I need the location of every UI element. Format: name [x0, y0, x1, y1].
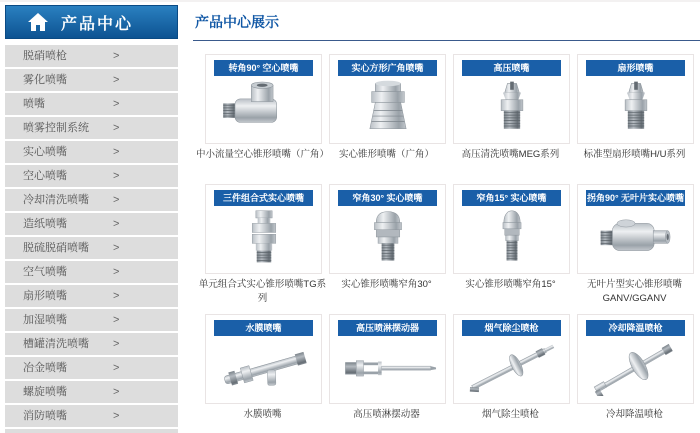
product-cell-5: [329, 184, 446, 312]
product-cell-10: [453, 314, 570, 433]
tip-nozzle-image: [454, 76, 569, 138]
product-badge: 拐角90° 无叶片实心喷嘴: [586, 190, 685, 206]
chevron-right-icon: >: [113, 290, 120, 302]
chevron-right-icon: >: [113, 98, 120, 110]
sidebar-item-14[interactable]: [5, 381, 178, 403]
chevron-right-icon: >: [113, 386, 120, 398]
product-card-4[interactable]: [205, 184, 322, 274]
cooling-lance-image: [578, 336, 693, 398]
water-film-lance-image: [206, 336, 321, 398]
sidebar-item-6[interactable]: [5, 189, 178, 211]
product-badge: 高压喷嘴: [462, 60, 561, 76]
sidebar-item-label: 实心喷嘴: [23, 146, 67, 158]
chevron-right-icon: >: [113, 170, 120, 182]
chevron-right-icon: >: [113, 146, 120, 158]
cone-nozzle-image: [330, 76, 445, 138]
product-card-1[interactable]: [329, 54, 446, 144]
sidebar-item-label: 雾化喷嘴: [23, 74, 67, 86]
product-caption[interactable]: 高压喷淋摆动器: [353, 409, 420, 420]
sidebar-item-12[interactable]: [5, 333, 178, 355]
product-cell-4: [198, 184, 327, 312]
tee-nozzle-image: [578, 206, 693, 268]
sidebar-item-15[interactable]: [5, 405, 178, 427]
product-badge: 三件组合式实心喷嘴: [214, 190, 313, 206]
dust-removal-lance-image: [454, 336, 569, 398]
product-card-8[interactable]: [205, 314, 322, 404]
sidebar-item-11[interactable]: [5, 309, 178, 331]
sidebar-item-label: 喷嘴: [23, 98, 45, 110]
chevron-right-icon: >: [113, 338, 120, 350]
product-caption[interactable]: 单元组合式实心锥形喷嘴TG系列: [198, 279, 327, 304]
product-card-0[interactable]: [205, 54, 322, 144]
sidebar-item-2[interactable]: [5, 93, 178, 115]
product-cell-2: [453, 54, 570, 182]
sidebar-item-4[interactable]: [5, 141, 178, 163]
sidebar-item-1[interactable]: [5, 69, 178, 91]
sidebar-item-0[interactable]: [5, 45, 178, 67]
product-caption[interactable]: 烟气除尘喷枪: [481, 409, 539, 420]
dome-nozzle-image: [330, 206, 445, 268]
product-badge: 窄角15° 实心喷嘴: [462, 190, 561, 206]
product-cell-6: [453, 184, 570, 312]
oscillator-lance-image: [330, 336, 445, 398]
product-badge: 转角90° 空心喷嘴: [214, 60, 313, 76]
sidebar-item-label: 脱硝喷枪: [23, 50, 67, 62]
sidebar-item-label: 槽罐清洗喷嘴: [23, 338, 89, 350]
product-cell-1: [329, 54, 446, 182]
product-card-10[interactable]: [453, 314, 570, 404]
sidebar-item-8[interactable]: [5, 237, 178, 259]
product-caption[interactable]: 高压清洗喷嘴MEG系列: [461, 149, 560, 160]
product-badge: 烟气除尘喷枪: [462, 320, 561, 336]
sidebar-item-9[interactable]: [5, 261, 178, 283]
sidebar-item-label: 螺旋喷嘴: [23, 386, 67, 398]
sidebar-item-label: 加湿喷嘴: [23, 314, 67, 326]
sidebar-item-3[interactable]: [5, 117, 178, 139]
product-cell-7: [577, 184, 694, 312]
product-caption[interactable]: 实心锥形喷嘴（广角）: [338, 149, 434, 160]
chevron-right-icon: >: [113, 74, 120, 86]
sidebar-header: [5, 5, 178, 39]
sidebar-item-label: 消防喷嘴: [23, 410, 67, 422]
sidebar: [5, 5, 178, 433]
elbow-nozzle-image: [206, 76, 321, 138]
chevron-right-icon: >: [113, 314, 120, 326]
product-card-2[interactable]: [453, 54, 570, 144]
product-caption[interactable]: 冷却降温喷枪: [605, 409, 663, 420]
sidebar-item-label: 脱硫脱硝喷嘴: [23, 242, 89, 254]
product-badge: 实心方形广角喷嘴: [338, 60, 437, 76]
chevron-right-icon: >: [113, 266, 120, 278]
sidebar-item-label: 扇形喷嘴: [23, 290, 67, 302]
product-card-7[interactable]: [577, 184, 694, 274]
product-badge: 扇形喷嘴: [586, 60, 685, 76]
product-caption[interactable]: 中小流量空心锥形喷嘴（广角）: [196, 149, 330, 160]
product-caption[interactable]: 实心锥形喷嘴窄角15°: [465, 279, 556, 290]
product-card-11[interactable]: [577, 314, 694, 404]
product-badge: 冷却降温喷枪: [586, 320, 685, 336]
chevron-right-icon: >: [113, 242, 120, 254]
page-title: 产品中心展示: [193, 0, 700, 41]
fan-nozzle-image: [578, 76, 693, 138]
product-grid: [196, 54, 700, 433]
product-card-9[interactable]: [329, 314, 446, 404]
product-cell-3: [577, 54, 694, 182]
product-badge: 窄角30° 实心喷嘴: [338, 190, 437, 206]
sidebar-item-label: 喷雾控制系统: [23, 122, 89, 134]
product-cell-9: [329, 314, 446, 433]
sidebar-item-label: 冶金喷嘴: [23, 362, 67, 374]
sidebar-item-10[interactable]: [5, 285, 178, 307]
product-card-3[interactable]: [577, 54, 694, 144]
product-caption[interactable]: 实心锥形喷嘴窄角30°: [341, 279, 432, 290]
chevron-right-icon: >: [113, 362, 120, 374]
home-icon: [28, 13, 48, 31]
product-caption[interactable]: 无叶片型实心锥形喷嘴GANV/GGANV: [586, 279, 682, 304]
chevron-right-icon: >: [113, 218, 120, 230]
sidebar-item-7[interactable]: [5, 213, 178, 235]
product-caption[interactable]: 水膜喷嘴: [243, 409, 282, 420]
sidebar-item-label: 空心喷嘴: [23, 170, 67, 182]
sidebar-item-partial[interactable]: [5, 429, 178, 433]
main-content: [193, 0, 700, 433]
sidebar-item-label: 冷却清洗喷嘴: [23, 194, 89, 206]
chevron-right-icon: >: [113, 410, 120, 422]
sidebar-item-13[interactable]: [5, 357, 178, 379]
chevron-right-icon: >: [113, 122, 120, 134]
product-cell-11: [577, 314, 694, 433]
stack-nozzle-image: [206, 206, 321, 268]
product-card-6[interactable]: [453, 184, 570, 274]
chevron-right-icon: >: [113, 194, 120, 206]
bullet-nozzle-image: [454, 206, 569, 268]
product-cell-0: [196, 54, 330, 182]
sidebar-item-5[interactable]: [5, 165, 178, 187]
sidebar-list: [5, 45, 178, 433]
product-cell-8: [205, 314, 322, 433]
product-caption[interactable]: 标准型扇形喷嘴H/U系列: [583, 149, 686, 160]
product-card-5[interactable]: [329, 184, 446, 274]
product-badge: 水膜喷嘴: [214, 320, 313, 336]
product-badge: 高压喷淋摆动器: [338, 320, 437, 336]
sidebar-item-label: 造纸喷嘴: [23, 218, 67, 230]
sidebar-item-label: 空气喷嘴: [23, 266, 67, 278]
sidebar-title: 产品中心: [61, 15, 134, 33]
chevron-right-icon: >: [113, 50, 120, 62]
